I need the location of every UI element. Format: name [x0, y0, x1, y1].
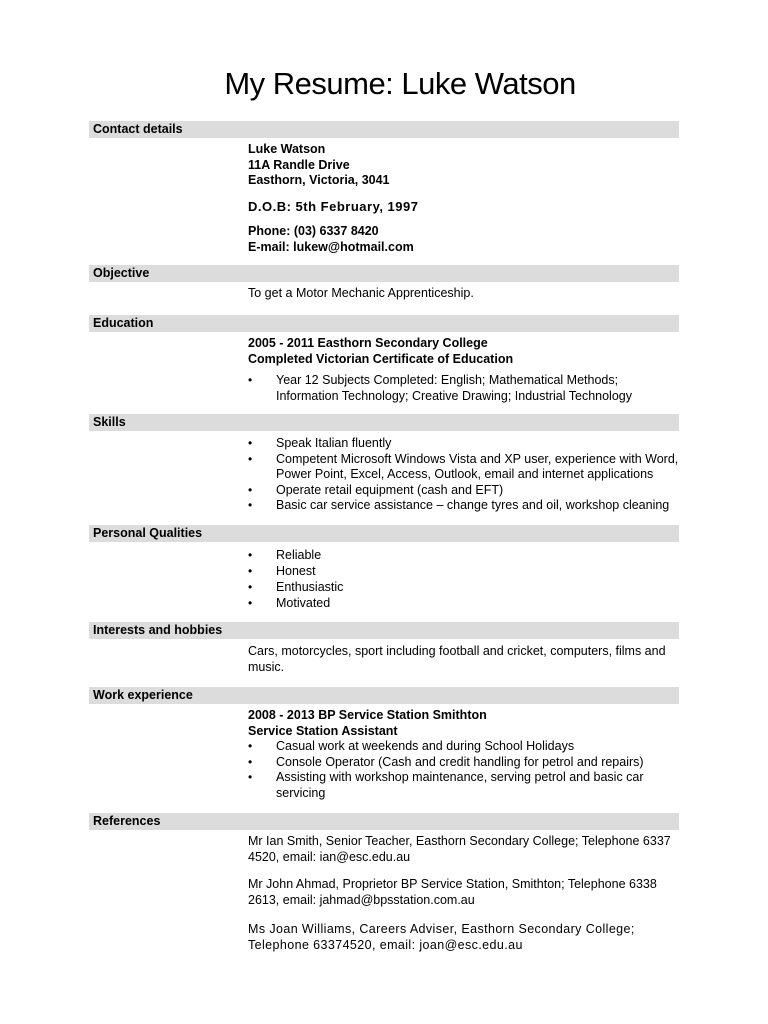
education-list	[248, 373, 680, 404]
section-heading-skills: Skills	[89, 414, 679, 431]
section-personal-qualities	[89, 525, 679, 611]
list-item: • Reliable	[248, 547, 680, 563]
section-education	[89, 315, 679, 404]
list-item: • Basic car service assistance – change tyres and oil, workshop cleaning	[248, 498, 680, 514]
contact-dob: D.O.B: 5th February, 1997	[248, 198, 419, 214]
qualities-block	[248, 547, 680, 611]
list-item: • Honest	[248, 563, 680, 579]
contact-phone: Phone: (03) 6337 8420	[248, 224, 379, 238]
page-title: My Resume: Luke Watson	[224, 66, 576, 101]
contact-address-line2: Easthorn, Victoria, 3041	[248, 173, 390, 187]
education-certificate: Completed Victorian Certificate of Education	[248, 351, 514, 366]
education-block	[248, 336, 680, 404]
skills-list	[248, 436, 680, 514]
interests-text: Cars, motorcycles, sport including football and cricket, computers, films and music.	[248, 644, 666, 674]
list-item: • Assisting with workshop maintenance, serving petrol and basic car servicing	[248, 770, 680, 801]
section-references	[89, 813, 679, 953]
list-item: • Year 12 Subjects Completed: English; Mathematical Methods; Information Technology; Creative Drawing; Industrial Technology	[248, 373, 680, 404]
reference-item: Mr Ian Smith, Senior Teacher, Easthorn Secondary College; Telephone 6337 4520, email: ian@esc.edu.au	[248, 834, 671, 864]
contact-address-line1: 11A Randle Drive	[248, 157, 350, 172]
section-heading-objective: Objective	[89, 265, 679, 282]
section-heading-education: Education	[89, 315, 679, 332]
work-dates-employer: 2008 - 2013 BP Service Station Smithton	[248, 708, 487, 722]
contact-block	[248, 142, 680, 255]
section-interests	[89, 622, 679, 675]
section-heading-interests: Interests and hobbies	[89, 622, 679, 639]
reference-item: Ms Joan Williams, Careers Adviser, Easthorn Secondary College; Telephone 63374520, email: joan@esc.edu.au	[248, 922, 635, 952]
section-heading-work-experience: Work experience	[89, 687, 679, 704]
qualities-list	[248, 547, 680, 611]
reference-item: Mr John Ahmad, Proprietor BP Service Station, Smithton; Telephone 6338 2613, email: jahmad@bpsstation.com.au	[248, 877, 657, 907]
work-list	[248, 739, 680, 801]
section-contact	[89, 121, 679, 255]
section-heading-contact: Contact details	[89, 121, 679, 138]
list-item: • Operate retail equipment (cash and EFT)	[248, 483, 680, 499]
section-skills	[89, 414, 679, 514]
list-item: • Motivated	[248, 595, 680, 611]
list-item: • Enthusiastic	[248, 579, 680, 595]
list-item: • Casual work at weekends and during School Holidays	[248, 739, 680, 755]
list-item: • Console Operator (Cash and credit handling for petrol and repairs)	[248, 755, 680, 771]
education-dates-school: 2005 - 2011 Easthorn Secondary College	[248, 336, 488, 350]
work-block	[248, 708, 680, 801]
skills-block	[248, 436, 680, 514]
references-block	[248, 834, 680, 953]
contact-email: E-mail: lukew@hotmail.com	[248, 239, 414, 254]
section-heading-references: References	[89, 813, 679, 830]
section-heading-personal-qualities: Personal Qualities	[89, 525, 679, 542]
section-objective	[89, 265, 679, 302]
list-item: • Competent Microsoft Windows Vista and XP user, experience with Word, Power Point, Excel, Access, Outlook, email and internet applications	[248, 452, 680, 483]
list-item: • Speak Italian fluently	[248, 436, 680, 452]
work-position: Service Station Assistant	[248, 723, 398, 738]
contact-name: Luke Watson	[248, 142, 326, 156]
section-work-experience	[89, 687, 679, 801]
objective-text: To get a Motor Mechanic Apprenticeship.	[248, 286, 474, 300]
